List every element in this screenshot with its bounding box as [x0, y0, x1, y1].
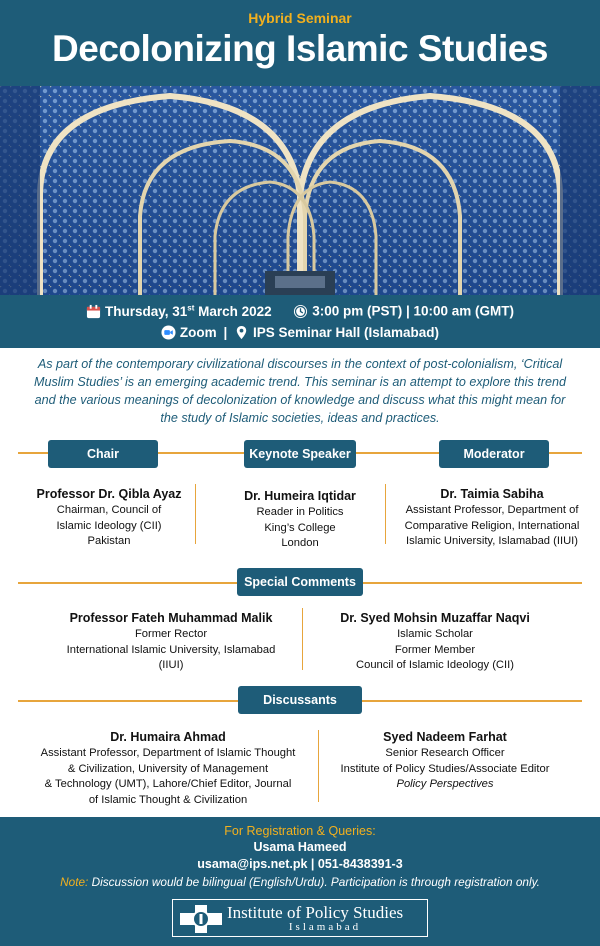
special-comments-heading: Special Comments — [237, 568, 363, 596]
person-detail: Islamic University, Islamabad (IIUI) — [406, 535, 578, 547]
event-date: Thursday, 31st March 2022 — [104, 303, 272, 319]
footer-banner — [0, 817, 600, 946]
event-time: 3:00 pm (PST) | 10:00 am (GMT) — [312, 303, 515, 319]
keynote-heading: Keynote Speaker — [244, 440, 356, 468]
person-detail: Assistant Professor, Department of — [405, 504, 579, 516]
divider — [302, 608, 303, 670]
clock-icon — [293, 304, 308, 319]
chair-heading: Chair — [48, 440, 158, 468]
person-detail: Policy Perspectives — [396, 778, 494, 790]
contact-details: usama@ips.net.pk | 051-8438391-3 — [197, 857, 403, 871]
discussant-person-2 — [325, 729, 565, 793]
ips-logo — [172, 899, 428, 937]
person-detail: Institute of Policy Studies/Associate Editor — [340, 762, 550, 775]
location-pin-icon — [234, 325, 249, 340]
logo-name: Institute of Policy Studies — [227, 903, 404, 922]
ips-emblem-icon — [179, 904, 223, 934]
person-name: Professor Fateh Muhammad Malik — [69, 611, 273, 625]
header-banner — [0, 0, 600, 86]
keynote-person — [210, 488, 390, 552]
chair-person — [20, 486, 198, 550]
person-detail: Islamic Ideology (CII) — [56, 519, 162, 532]
divider — [318, 730, 319, 802]
venue-label: IPS Seminar Hall (Islamabad) — [252, 325, 440, 340]
separator: | — [223, 325, 228, 340]
intro-paragraph: As part of the contemporary civilizational discourses in the context of post-colonialism, ‘Critical Muslim Studies’ is an emerging academic trend. This seminar is an attempt to explore this trend and the various meanings of decolonization of knowledge and discuss what this might mean for the study of Islamic societies, ideas and practices. — [34, 357, 566, 425]
person-name: Professor Dr. Qibla Ayaz — [36, 487, 182, 501]
zoom-icon — [161, 325, 176, 340]
discussant-person-1 — [18, 729, 318, 808]
contact-name: Usama Hameed — [253, 840, 347, 854]
person-detail: Former Member — [394, 643, 476, 656]
person-detail: Former Rector — [134, 628, 208, 640]
person-detail: King’s College — [264, 521, 336, 534]
person-name: Dr. Humaira Ahmad — [110, 730, 226, 744]
special-comment-person-1 — [40, 610, 302, 674]
zoom-label: Zoom — [179, 325, 217, 340]
person-detail: Comparative Religion, International — [404, 519, 580, 532]
person-detail: London — [281, 537, 319, 549]
person-name: Dr. Humeira Iqtidar — [244, 489, 356, 503]
person-name: Dr. Syed Mohsin Muzaffar Naqvi — [340, 611, 530, 625]
discussants-heading: Discussants — [238, 686, 362, 714]
calendar-icon — [86, 304, 101, 319]
person-detail: Council of Islamic Ideology (CII) — [356, 659, 514, 671]
person-detail: (IIUI) — [158, 659, 184, 671]
person-detail: Senior Research Officer — [385, 747, 505, 759]
event-title: Decolonizing Islamic Studies — [52, 28, 548, 69]
registration-heading: For Registration & Queries: — [224, 824, 376, 838]
event-type: Hybrid Seminar — [248, 10, 352, 26]
person-detail: of Islamic Thought & Civilization — [88, 793, 248, 806]
moderator-heading: Moderator — [439, 440, 549, 468]
registration-note: Note: Discussion would be bilingual (English/Urdu). Participation is through registration only. — [60, 875, 540, 889]
person-name: Dr. Taimia Sabiha — [440, 487, 544, 501]
mosque-arches-photo — [0, 86, 600, 295]
moderator-person — [392, 486, 592, 550]
person-detail: Islamic Scholar — [397, 628, 473, 640]
special-comment-person-2 — [310, 610, 560, 674]
person-detail: Assistant Professor, Department of Islamic Thought — [40, 747, 296, 759]
person-detail: & Civilization, University of Management — [67, 762, 269, 775]
person-name: Syed Nadeem Farhat — [383, 730, 507, 744]
person-detail: Pakistan — [87, 535, 131, 547]
person-detail: & Technology (UMT), Lahore/Chief Editor, Journal — [44, 778, 292, 790]
person-detail: International Islamic University, Islamabad — [66, 643, 276, 656]
person-detail: Reader in Politics — [256, 506, 344, 518]
person-detail: Chairman, Council of — [56, 504, 162, 516]
event-info-bar — [0, 295, 600, 348]
logo-city: Islamabad — [288, 921, 362, 933]
